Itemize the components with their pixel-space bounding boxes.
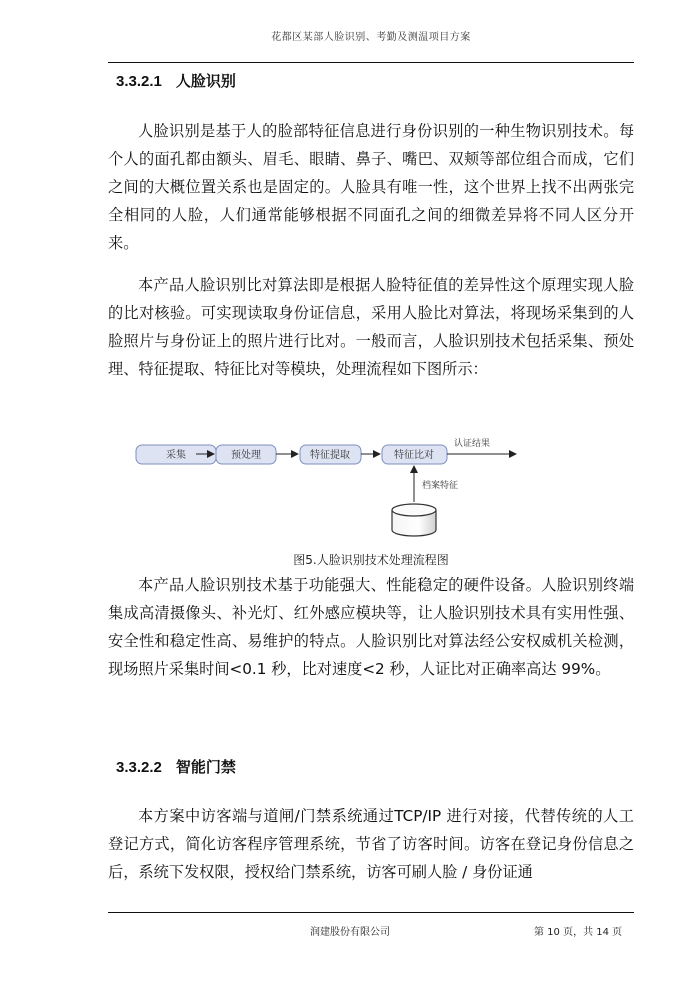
footer-page-number: 第 10 页，共 14 页 bbox=[534, 927, 623, 938]
flow-output-label: 认证结果 bbox=[454, 439, 491, 449]
section-heading-face-recognition bbox=[116, 70, 236, 91]
section-heading-smart-access bbox=[116, 756, 236, 777]
flow-step-preprocess-label: 预处理 bbox=[231, 450, 261, 461]
database-icon bbox=[392, 504, 436, 536]
section-number: 3.3.2.1 bbox=[116, 73, 162, 90]
header-rule bbox=[108, 62, 634, 63]
face-recognition-flowchart bbox=[108, 428, 634, 548]
flow-step-collect-label: 采集 bbox=[166, 450, 186, 461]
flow-step-feature-compare-label: 特征比对 bbox=[394, 450, 434, 461]
paragraph-hardware: 本产品人脸识别技术基于功能强大、性能稳定的硬件设备。人脸识别终端集成高清摄像头、补光灯、红外感应模块等，让人脸识别技术具有实用性强、安全性和稳定性高、易维护的特点。人脸识别比对算法经公安权威机关检测，现场照片采集时间<0.1 秒，比对速度<2 秒，人证比对正确率高达 99%。 bbox=[108, 576, 634, 678]
paragraph-intro: 人脸识别是基于人的脸部特征信息进行身份识别的一种生物识别技术。每个人的面孔都由额头、眉毛、眼睛、鼻子、嘴巴、双颊等部位组合而成，它们之间的大概位置关系也是固定的。人脸具有唯一性，这个世界上找不出两张完全相同的人脸，人们通常能够根据不同面孔之间的细微差异将不同人区分开来。 bbox=[108, 122, 634, 252]
section-title-2: 智能门禁 bbox=[175, 758, 236, 776]
paragraph-access-control: 本方案中访客端与道闸/门禁系统通过TCP/IP 进行对接，代替传统的人工登记方式，简化访客程序管理系统，节省了访客时间。访客在登记身份信息之后，系统下发权限，授权给门禁系统，访客可刷人脸 / 身份证通 bbox=[108, 807, 634, 881]
footer-rule bbox=[108, 912, 634, 913]
section-title: 人脸识别 bbox=[175, 72, 236, 90]
flow-archive-label: 档案特征 bbox=[422, 481, 459, 491]
figure-caption: 图5.人脸识别技术处理流程图 bbox=[293, 553, 449, 567]
paragraph-algorithm: 本产品人脸识别比对算法即是根据人脸特征值的差异性这个原理实现人脸的比对核验。可实现读取身份证信息，采用人脸比对算法，将现场采集到的人脸照片与身份证上的照片进行比对。一般而言，人脸识别技术包括采集、预处理、特征提取、特征比对等模块，处理流程如下图所示： bbox=[108, 276, 634, 378]
running-header: 花都区某部人脸识别、考勤及测温项目方案 bbox=[271, 32, 471, 43]
flow-step-feature-extract-label: 特征提取 bbox=[310, 450, 350, 461]
footer-company: 润建股份有限公司 bbox=[310, 927, 390, 938]
section-number-2: 3.3.2.2 bbox=[116, 759, 162, 776]
